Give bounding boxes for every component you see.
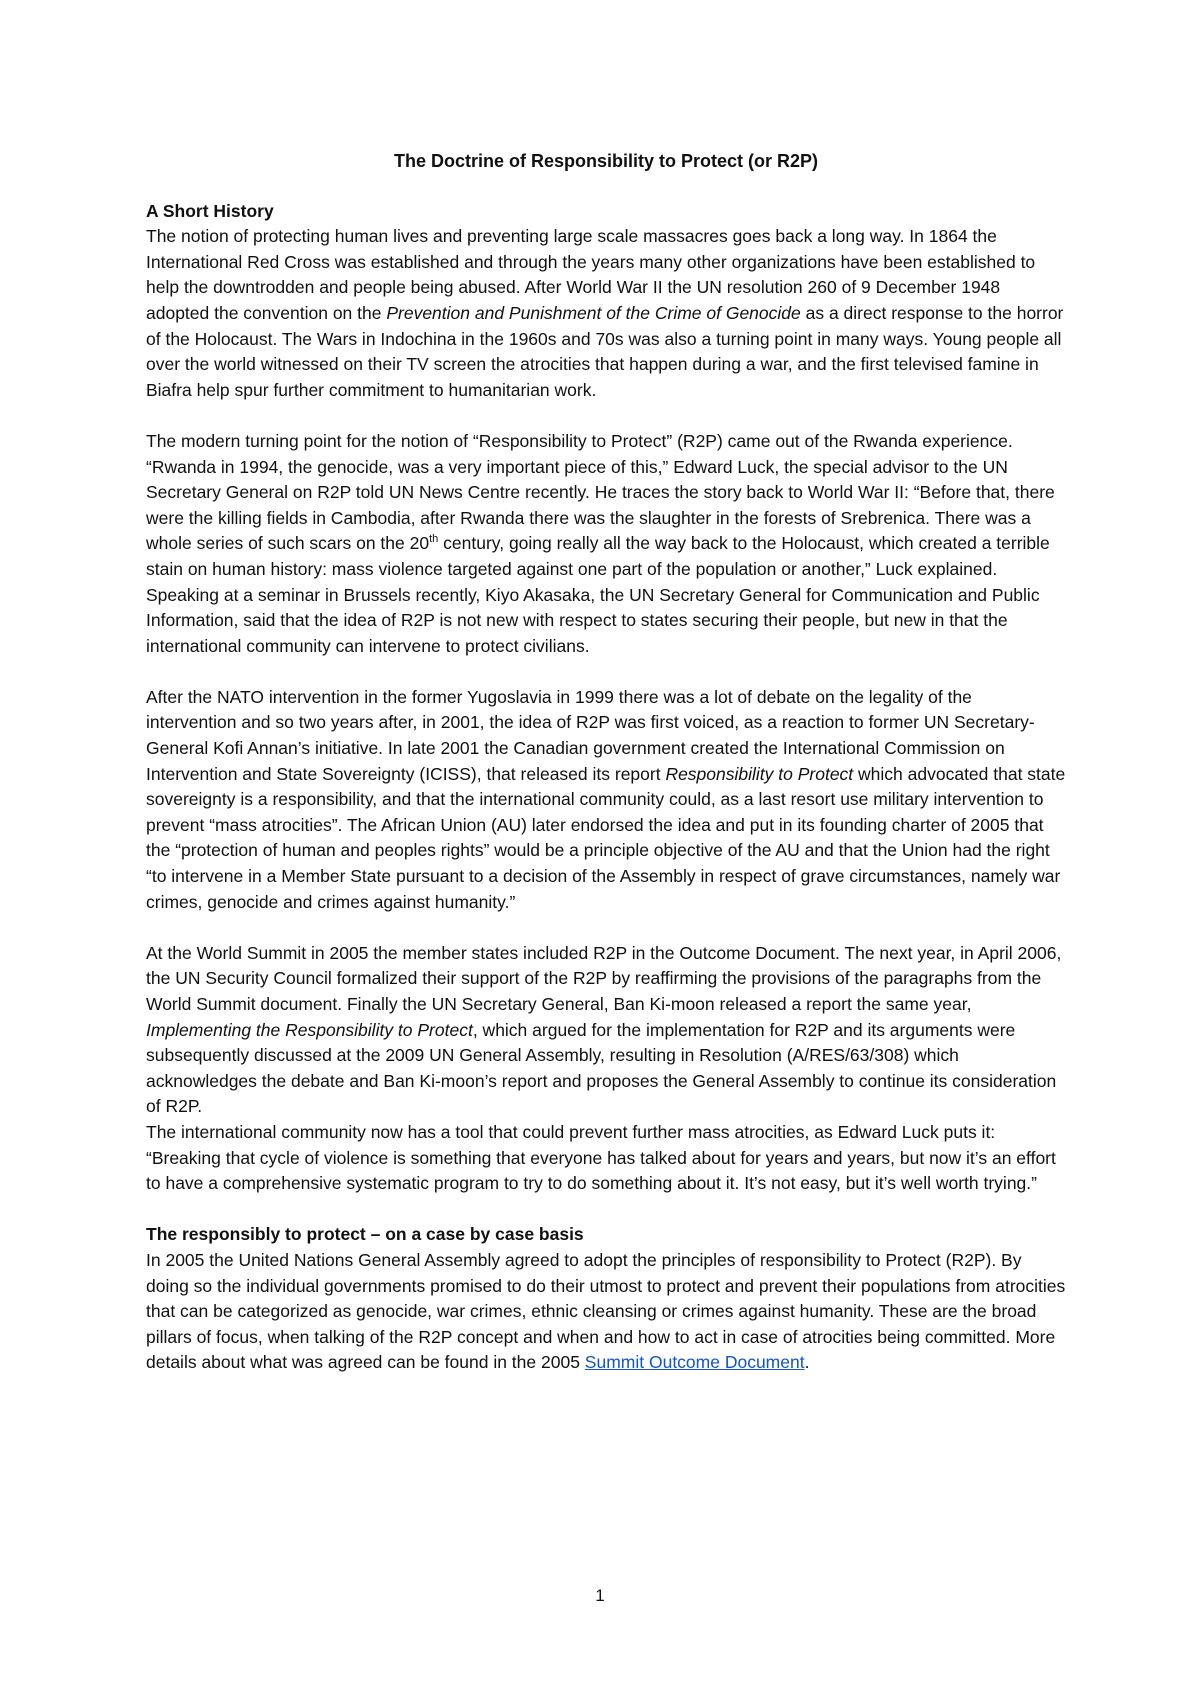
italic-title-implementing-r2p: Implementing the Responsibility to Protect [146,1019,473,1040]
section-heading-case-by-case: The responsibly to protect – on a case by case basis [146,1224,584,1245]
paragraph-spacer [146,403,1066,429]
section-heading-short-history: A Short History [146,200,274,221]
paragraph-un-2005 [146,1248,1066,1376]
document-body [146,149,1066,1376]
paragraph-text: , which argued for the implementation for R2P and its arguments were subsequently discussed at the 2009 UN General Assembly, resulting in Resolution (A/RES/63/308) which acknowledges the debate and Ban Ki-moon’s report and proposes the General Assembly to continue its consideration of R2P. [146,1019,1057,1117]
paragraph-text: as a direct response to the horror of the Holocaust. The Wars in Indochina in the 1960s and 70s was also a turning point in many ways. Young people all over the world witnessed on their TV screen the atrocities that happen during a war, and the first televised famine in Biafra help spur further commitment to humanitarian work. [146,302,1064,400]
italic-title-genocide-convention: Prevention and Punishment of the Crime of Genocide [386,302,801,323]
paragraph-text: The modern turning point for the notion of “Responsibility to Protect” (R2P) came out of the Rwanda experience. “Rwanda in 1994, the genocide, was a very important piece of this,” Edward Luck, the special advisor to the UN Secretary General on R2P told UN News Centre recently. He traces the story back to World War II: “Before that, there were the killing fields in Cambodia, after Rwanda there was the slaughter in the forests of Srebrenica. There was a whole series of such scars on the 20 [146,430,1055,554]
paragraph-akasaka: Speaking at a seminar in Brussels recently, Kiyo Akasaka, the UN Secretary General for Communication and Public Information, said that the idea of R2P is not new with respect to states securing their people, but new in that the international community can intervene to protect civilians. [146,584,1040,656]
page-number: 1 [595,1586,605,1605]
paragraph-text: At the World Summit in 2005 the member states included R2P in the Outcome Document. The next year, in April 2006, the UN Security Council formalized their support of the R2P by reaffirming the provisions of the paragraphs from the World Summit document. Finally the UN Secretary General, Ban Ki-moon released a report the same year, [146,942,1062,1014]
summit-outcome-document-link[interactable]: Summit Outcome Document [584,1352,805,1373]
superscript-ordinal: th [429,533,439,546]
paragraph-spacer [146,1197,1066,1223]
paragraph-text: After the NATO intervention in the former Yugoslavia in 1999 there was a lot of debate on the legality of the intervention and so two years after, in 2001, the idea of R2P was first voiced, as a reaction to former UN Secretary-General Kofi Annan’s initiative. In late 2001 the Canadian government created the International Commission on Intervention and State Sovereignty (ICISS), that released its report [146,686,1035,784]
paragraph-text: century, going really all the way back to the Holocaust, which created a terrible stain on human history: mass violence targeted against one part of the population or another,” Luck explained. [146,533,1050,579]
document-title: The Doctrine of Responsibility to Protect (or R2P) [393,151,819,171]
italic-title-iciss-report: Responsibility to Protect [665,763,854,784]
paragraph-world-summit [146,941,1066,1120]
paragraph-spacer [146,915,1066,941]
paragraph-text: The notion of protecting human lives and preventing large scale massacres goes back a long way. In 1864 the International Red Cross was established and through the years many other organizations have been established to help the downtrodden and people being abused. After World War II the UN resolution 260 of 9 December 1948 adopted the convention on the [146,226,1036,323]
paragraph-history-intro [146,224,1066,403]
paragraph-text: which advocated that state sovereignty is a responsibility, and that the international community could, as a last resort use military intervention to prevent “mass atrocities”. The African Union (AU) later endorsed the idea and put in its founding charter of 2005 that the “protection of human and peoples rights” would be a principle objective of the AU and that the Union had the right “to intervene in a Member State pursuant to a decision of the Assembly in respect of grave circumstances, namely war crimes, genocide and crimes against humanity.” [146,763,1066,912]
paragraph-text: In 2005 the United Nations General Assembly agreed to adopt the principles of responsibility to Protect (R2P). By doing so the individual governments promised to do their utmost to protect and prevent their populations from atrocities that can be categorized as genocide, war crimes, ethnic cleansing or crimes against humanity. These are the broad pillars of focus, when talking of the R2P concept and when and how to act in case of atrocities being committed. More details about what was agreed can be found in the 2005 [146,1249,1066,1373]
paragraph-nato-iciss [146,685,1066,915]
paragraph-rwanda [146,429,1066,583]
paragraph-luck-quote: The international community now has a tool that could prevent further mass atrocities, as Edward Luck puts it: “Breaking that cycle of violence is something that everyone has talked about for years and years, but now it’s an effort to have a comprehensive systematic program to try to do something about it. It’s not easy, but it’s well worth trying.” [146,1121,1056,1194]
paragraph-text: . [804,1352,810,1373]
paragraph-spacer [146,659,1066,685]
